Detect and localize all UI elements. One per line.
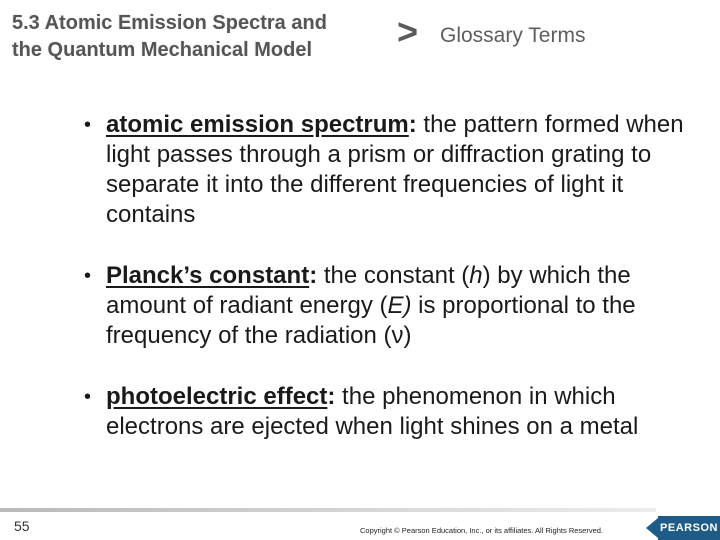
glossary-definition-part: the constant ( xyxy=(317,262,470,289)
glossary-term: atomic emission spectrum xyxy=(106,111,409,138)
symbol-h: h xyxy=(469,262,483,289)
logo-wedge-shape xyxy=(646,518,658,538)
chevron-right-icon: > xyxy=(397,11,419,52)
bullet-icon: • xyxy=(84,265,92,287)
footer-divider xyxy=(0,508,656,512)
glossary-definition-part: ) by which the amount of radiant energy ( xyxy=(106,262,631,319)
symbol-e: E) xyxy=(387,292,412,319)
glossary-item xyxy=(84,261,684,351)
glossary-term: photoelectric effect xyxy=(106,383,328,410)
term-colon: : xyxy=(309,262,318,289)
pearson-logo xyxy=(658,516,720,540)
term-colon: : xyxy=(327,383,336,410)
glossary-definition: the phenomenon in which electrons are ejected when light shines on a metal xyxy=(106,383,639,440)
copyright-notice: Copyright © Pearson Education, Inc., or its affiliates. All Rights Reserved. xyxy=(360,526,604,535)
glossary-item xyxy=(84,110,684,230)
section-subtitle: Glossary Terms xyxy=(440,24,586,47)
logo-text: PEARSON xyxy=(660,522,718,534)
glossary-item xyxy=(84,382,684,442)
glossary-list xyxy=(84,110,684,473)
bullet-icon: • xyxy=(84,386,92,408)
slide-title-line2: the Quantum Mechanical Model xyxy=(12,39,313,61)
slide-header xyxy=(0,0,720,82)
page-number: 55 xyxy=(14,518,30,534)
glossary-term: Planck’s constant xyxy=(106,262,310,289)
term-colon: : xyxy=(408,111,417,138)
glossary-definition-part: is proportional to the frequency of the radiation (ν) xyxy=(106,292,636,349)
slide-title-line1: 5.3 Atomic Emission Spectra and xyxy=(12,12,327,34)
slide-title xyxy=(12,10,327,64)
glossary-definition: the pattern formed when light passes through a prism or diffraction grating to separate it into the different frequencies of light it contains xyxy=(106,111,684,228)
bullet-icon: • xyxy=(84,114,92,136)
